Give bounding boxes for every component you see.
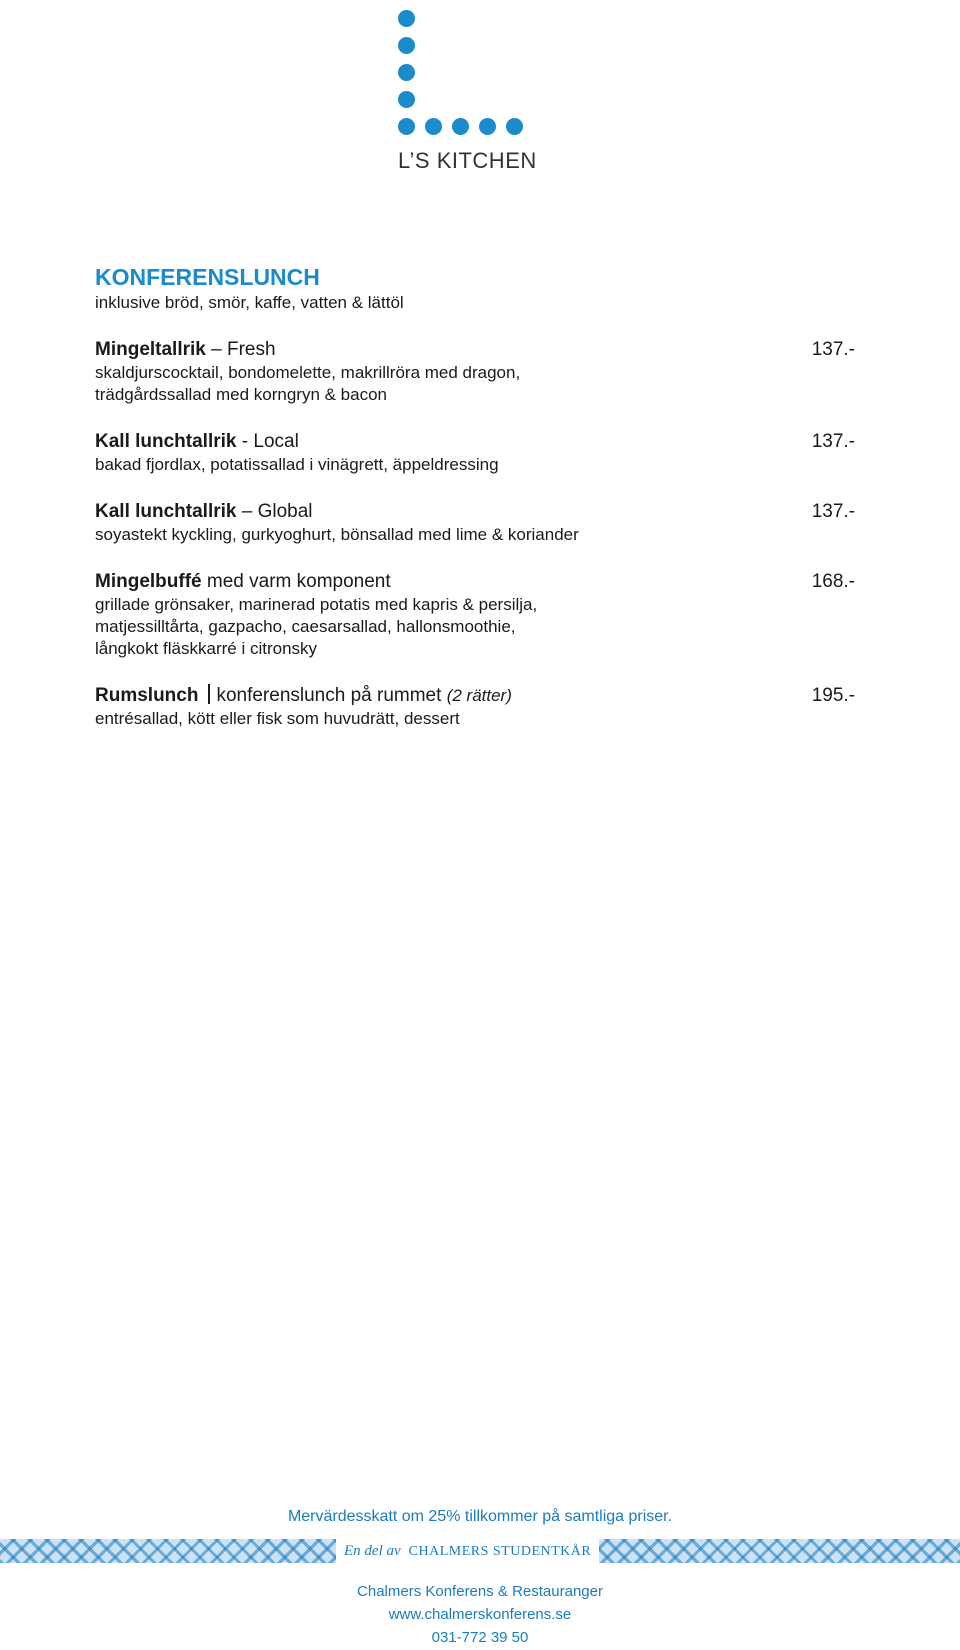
logo-dot — [479, 118, 496, 135]
menu-item-desc-line: matjessilltårta, gazpacho, caesarsallad, hallonsmoothie, — [95, 617, 516, 636]
menu-item-price: 168.- — [811, 571, 855, 592]
logo — [398, 10, 538, 172]
menu-item-desc-line: trädgårdssallad med korngryn & bacon — [95, 385, 387, 404]
menu-item-separator: - — [236, 431, 254, 452]
menu-item-separator: – — [205, 339, 227, 360]
menu-item-note: (2 rätter) — [446, 686, 512, 705]
menu-item-header — [95, 338, 855, 362]
section-title: KONFERENSLUNCH — [95, 264, 320, 290]
menu-item-price: 137.- — [811, 339, 855, 360]
menu-item-name: Mingeltallrik — [95, 339, 206, 360]
logo-dot — [452, 118, 469, 135]
menu-item-separator: – — [236, 501, 258, 522]
footer — [0, 1580, 960, 1649]
logo-dot — [506, 118, 523, 135]
menu-item-variant: Local — [253, 431, 299, 452]
vat-notice: Mervärdesskatt om 25% tillkommer på samtliga priser. — [287, 1508, 673, 1525]
menu-item-price: 137.- — [811, 501, 855, 522]
menu-item — [95, 500, 855, 546]
menu-item-price: 195.- — [811, 685, 855, 706]
menu-item — [95, 570, 855, 660]
menu-item-header — [95, 684, 855, 708]
menu-item-price: 137.- — [811, 431, 855, 452]
logo-dot — [398, 118, 415, 135]
menu-item-desc-line: soyastekt kyckling, gurkyoghurt, bönsallad med lime & koriander — [95, 525, 579, 544]
menu-item-variant: Fresh — [226, 339, 276, 360]
menu-item-name: Rumslunch — [95, 685, 199, 706]
footer-company: Chalmers Konferens & Restauranger — [357, 1583, 603, 1600]
footer-website[interactable]: www.chalmerskonferens.se — [388, 1606, 572, 1623]
menu-item-desc-line: långkokt fläskkarré i citronsky — [95, 639, 318, 658]
footer-phone: 031-772 39 50 — [431, 1629, 529, 1646]
menu-item-variant: med varm komponent — [206, 571, 391, 592]
menu-item-name: Mingelbuffé — [95, 571, 202, 592]
menu-item-name: Kall lunchtallrik — [95, 431, 237, 452]
logo-dot — [398, 91, 415, 108]
menu-item-variant: konferenslunch på rummet — [216, 685, 442, 706]
menu-item-desc-line: skaldjurscocktail, bondomelette, makrillröra med dragon, — [95, 363, 521, 382]
band-brand: CHALMERS STUDENTKÅR — [408, 1544, 592, 1559]
divider-bar — [208, 684, 210, 704]
band-prefix: En del av — [344, 1543, 401, 1559]
menu-item-desc-line: entrésallad, kött eller fisk som huvudrätt, dessert — [95, 709, 460, 728]
chalmers-band — [0, 1539, 960, 1563]
logo-dot — [398, 64, 415, 81]
menu-item-header — [95, 500, 855, 524]
menu-item — [95, 430, 855, 476]
menu-item — [95, 684, 855, 730]
menu-content — [95, 262, 855, 754]
logo-dot — [425, 118, 442, 135]
logo-text: L’S KITCHEN — [398, 148, 537, 173]
menu-item-header — [95, 570, 855, 594]
menu-item-header — [95, 430, 855, 454]
menu-item-name: Kall lunchtallrik — [95, 501, 237, 522]
menu-item — [95, 338, 855, 406]
band-label — [336, 1539, 599, 1563]
menu-item-desc-line: bakad fjordlax, potatissallad i vinägrett, äppeldressing — [95, 455, 499, 474]
menu-item-desc-line: grillade grönsaker, marinerad potatis med kapris & persilja, — [95, 595, 538, 614]
menu-item-variant: Global — [257, 501, 313, 522]
logo-dot — [398, 10, 415, 27]
logo-dot — [398, 37, 415, 54]
section-subtitle: inklusive bröd, smör, kaffe, vatten & lättöl — [95, 293, 404, 312]
